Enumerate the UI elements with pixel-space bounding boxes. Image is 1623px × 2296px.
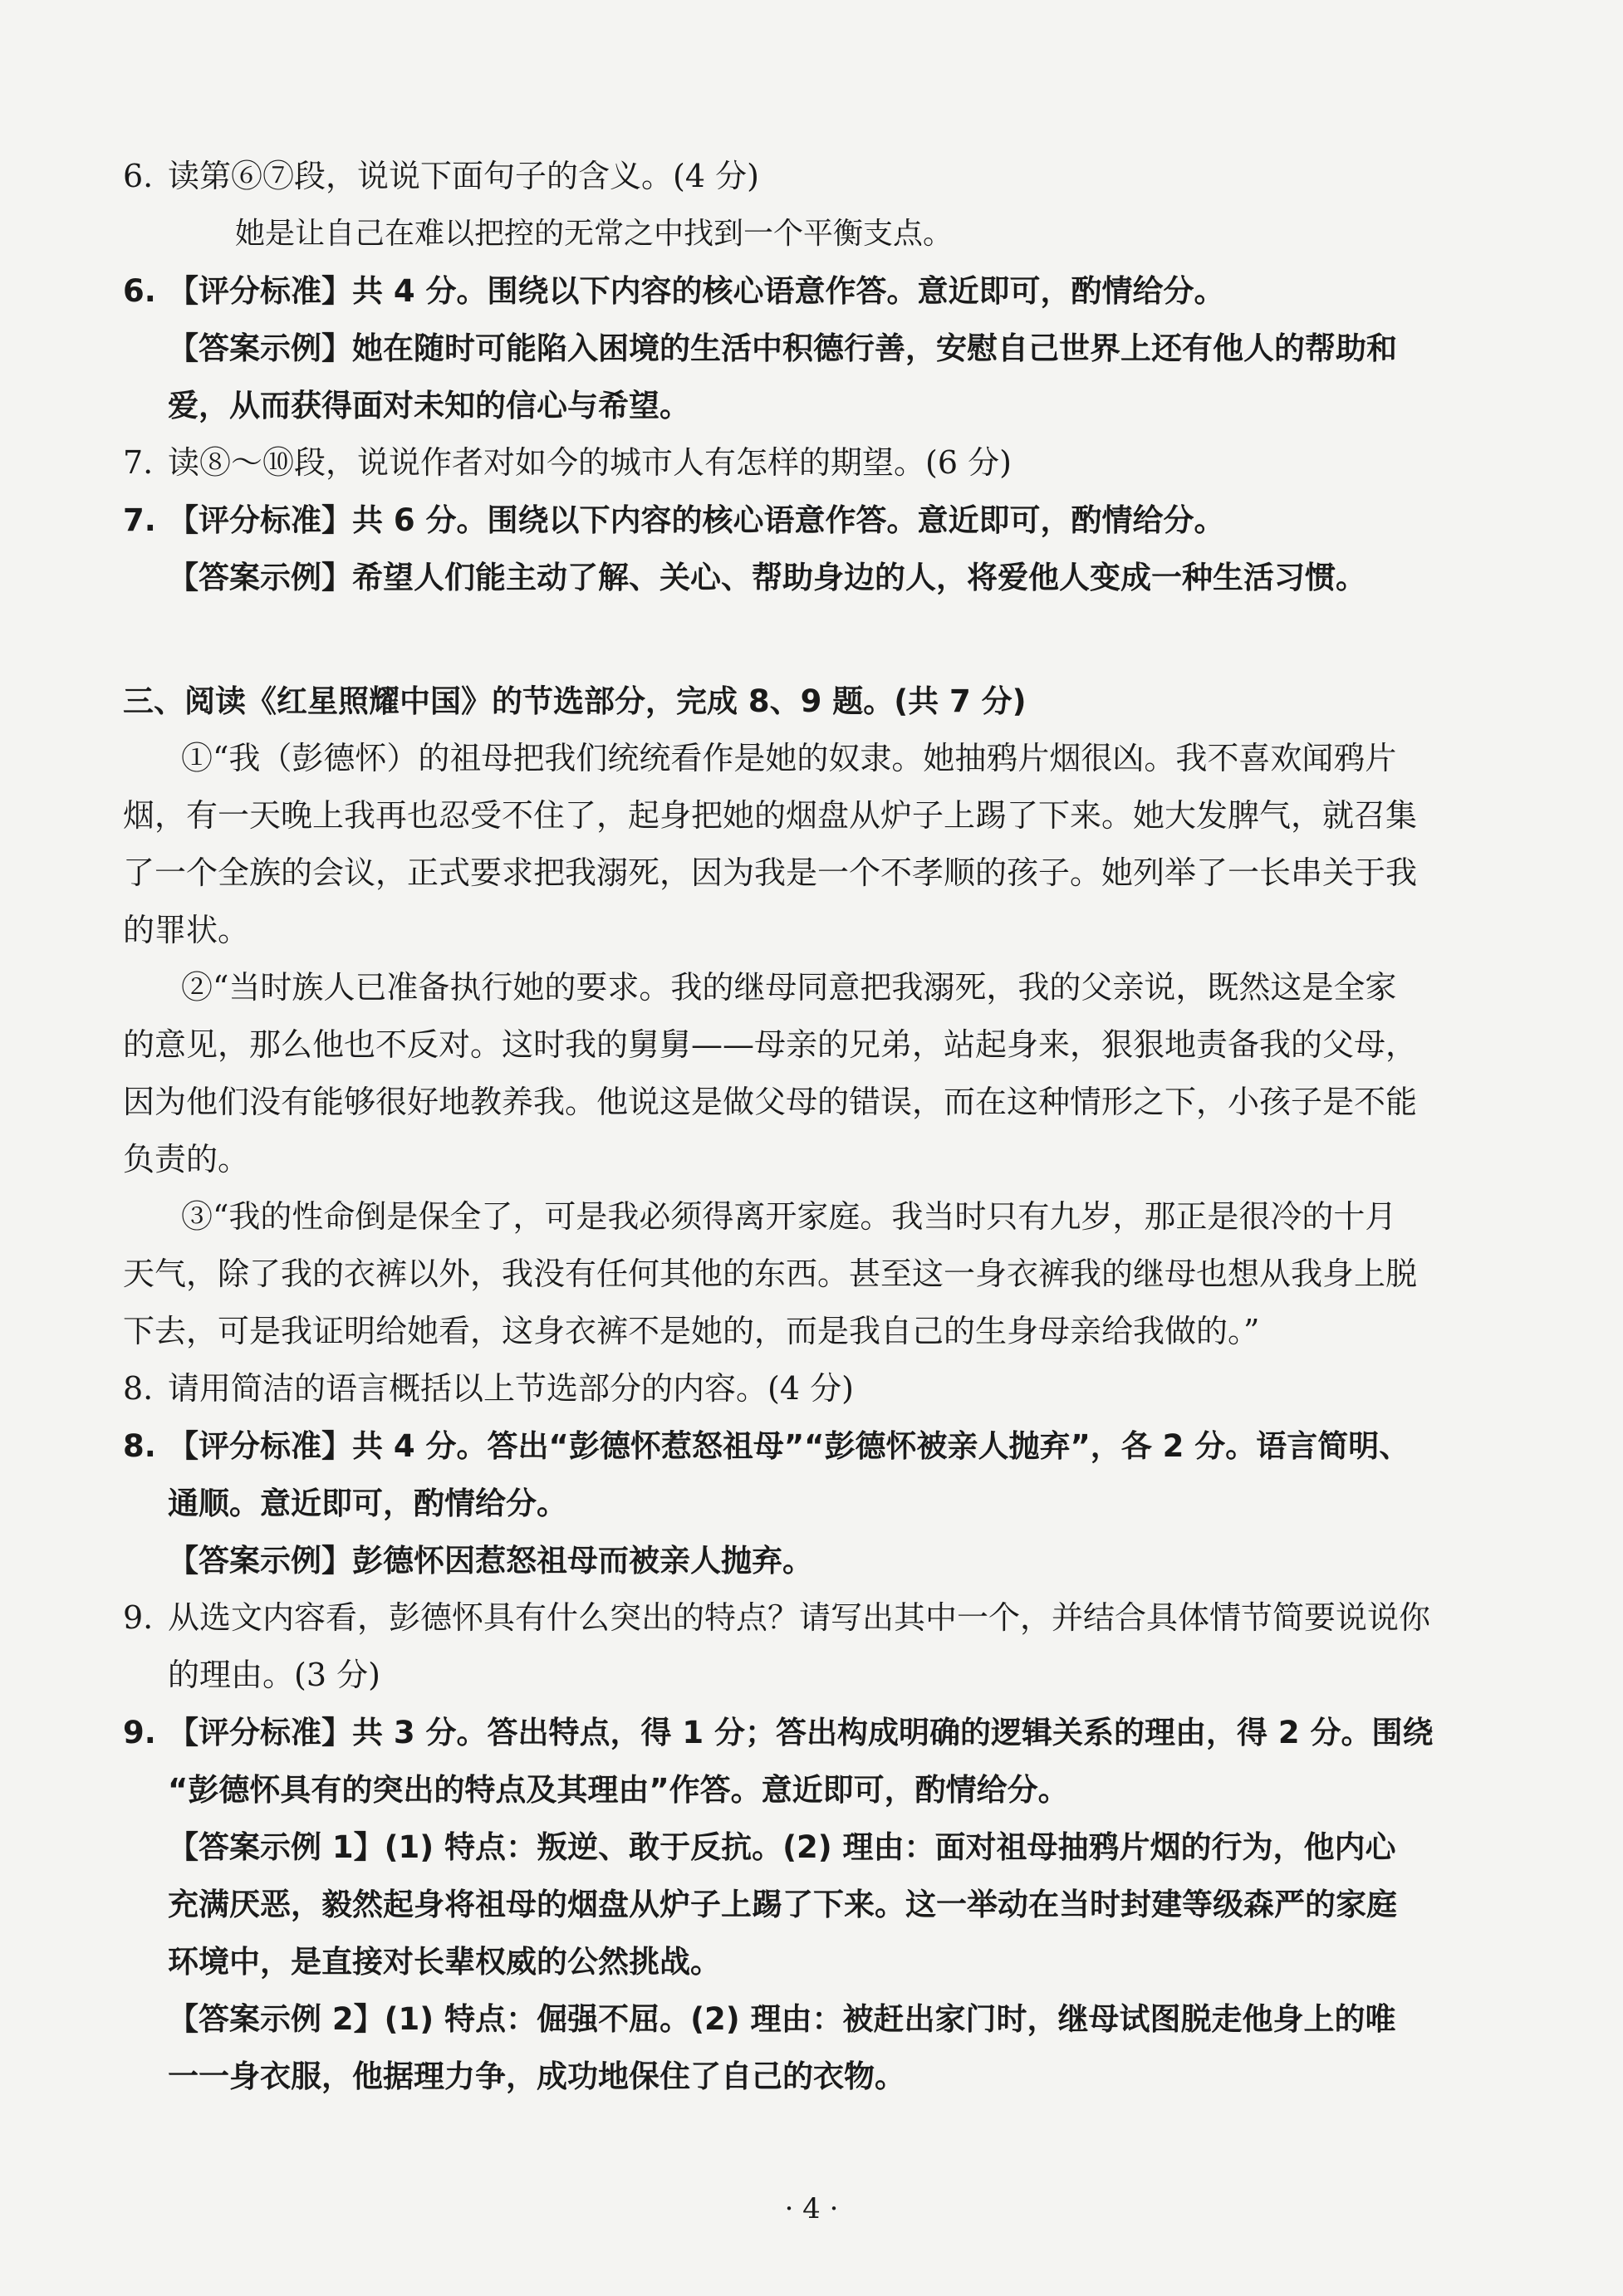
question-number: 8.	[123, 1370, 154, 1407]
scoring-standard-6	[123, 262, 1518, 320]
page-number: · 4 ·	[784, 2192, 839, 2225]
scoring-standard-text: 【评分标准】共 4 分。围绕以下内容的核心语意作答。意近即可，酌情给分。	[168, 273, 1225, 309]
answer-example-8: 【答案示例】彭德怀因惹怒祖母而被亲人抛弃。	[168, 1543, 813, 1579]
passage-paragraph-2: ②“当时族人已准备执行她的要求。我的继母同意把我溺死，我的父亲说，既然这是全家 的意见，那么他也不反对。这时我的舅舅——母亲的兄弟，站起身来，狠狠地责备我的父母， 因为他们没有能够很好地教养我。他说这是做父母的错误，而在这种情形之下，小孩子是不能 负责的。	[123, 969, 1418, 1177]
answer-number: 7.	[123, 502, 156, 538]
answer-example-6-line1: 【答案示例】她在随时可能陷入困境的生活中积德行善，安慰自己世界上还有他人的帮助和	[168, 330, 1397, 366]
answer-number: 8.	[123, 1428, 156, 1464]
answer-example-9-1-line2: 充满厌恶，毅然起身将祖母的烟盘从炉子上踢了下来。这一举动在当时封建等级森严的家庭	[168, 1887, 1397, 1922]
question-text: 请用简洁的语言概括以上节选部分的内容。(4 分)	[168, 1370, 854, 1407]
question-number: 7.	[123, 444, 154, 481]
scoring-standard-text: 【评分标准】共 3 分。答出特点，得 1 分；答出构成明确的逻辑关系的理由，得 2 分。围绕	[168, 1715, 1434, 1750]
question-number: 6.	[123, 158, 154, 194]
scoring-standard-text: 【评分标准】共 6 分。围绕以下内容的核心语意作答。意近即可，酌情给分。	[168, 502, 1225, 538]
question-text: 读第⑥⑦段，说说下面句子的含义。(4 分)	[168, 158, 759, 194]
question-6	[123, 148, 1518, 205]
answer-example-9-2-line1: 【答案示例 2】(1) 特点：倔强不屈。(2) 理由：被赶出家门时，继母试图脱走他身上的唯	[168, 2001, 1396, 2037]
answer-example-7: 【答案示例】希望人们能主动了解、关心、帮助身边的人，将爱他人变成一种生活习惯。	[168, 560, 1366, 595]
question-number: 9.	[123, 1599, 154, 1636]
scoring-standard-9-line2: “彭德怀具有的突出的特点及其理由”作答。意近即可，酌情给分。	[168, 1772, 1069, 1808]
scoring-standard-8	[123, 1417, 1518, 1475]
answer-example-9-1-line3: 环境中，是直接对长辈权威的公然挑战。	[168, 1944, 721, 1980]
answer-number: 9.	[123, 1715, 156, 1750]
question-9-line2: 的理由。(3 分)	[168, 1657, 380, 1693]
question-text: 从选文内容看，彭德怀具有什么突出的特点？请写出其中一个，并结合具体情节简要说说你	[168, 1599, 1431, 1636]
question-7	[123, 434, 1518, 492]
section-gap	[123, 606, 1518, 673]
page-content	[123, 148, 1518, 2105]
passage-paragraph-3: ③“我的性命倒是保全了，可是我必须得离开家庭。我当时只有九岁，那正是很冷的十月 天气，除了我的衣裤以外，我没有任何其他的东西。甚至这一身衣裤我的继母也想从我身上脱 下去，可是我证明给她看，这身衣裤不是她的，而是我自己的生身母亲给我做的。”	[123, 1198, 1418, 1349]
answer-example-6-line2: 爱，从而获得面对未知的信心与希望。	[168, 388, 690, 423]
passage-paragraph-1: ①“我（彭德怀）的祖母把我们统统看作是她的奴隶。她抽鸦片烟很凶。我不喜欢闻鸦片 烟，有一天晚上我再也忍受不住了，起身把她的烟盘从炉子上踢了下来。她大发脾气，就召集 了一个全族的会议，正式要求把我溺死，因为我是一个不孝顺的孩子。她列举了一长串关于我 的罪状。	[123, 740, 1418, 948]
scoring-standard-9	[123, 1704, 1518, 1761]
scoring-standard-text: 【评分标准】共 4 分。答出“彭德怀惹怒祖母”“彭德怀被亲人抛弃”，各 2 分。语言简明、	[168, 1428, 1410, 1464]
question-text: 读⑧～⑩段，说说作者对如今的城市人有怎样的期望。(6 分)	[168, 444, 1012, 481]
scoring-standard-8-line2: 通顺。意近即可，酌情给分。	[168, 1486, 567, 1521]
scoring-standard-7	[123, 492, 1518, 549]
question-8	[123, 1360, 1518, 1417]
answer-example-9-2-line2: 一一身衣服，他据理力争，成功地保住了自己的衣物。	[168, 2059, 905, 2094]
answer-number: 6.	[123, 273, 156, 309]
section-3-title: 三、阅读《红星照耀中国》的节选部分，完成 8、9 题。(共 7 分)	[123, 683, 1027, 719]
quoted-sentence: 她是让自己在难以把控的无常之中找到一个平衡支点。	[235, 217, 954, 251]
answer-example-9-1-line1: 【答案示例 1】(1) 特点：叛逆、敢于反抗。(2) 理由：面对祖母抽鸦片烟的行为，他内心	[168, 1829, 1396, 1865]
question-9	[123, 1589, 1518, 1647]
